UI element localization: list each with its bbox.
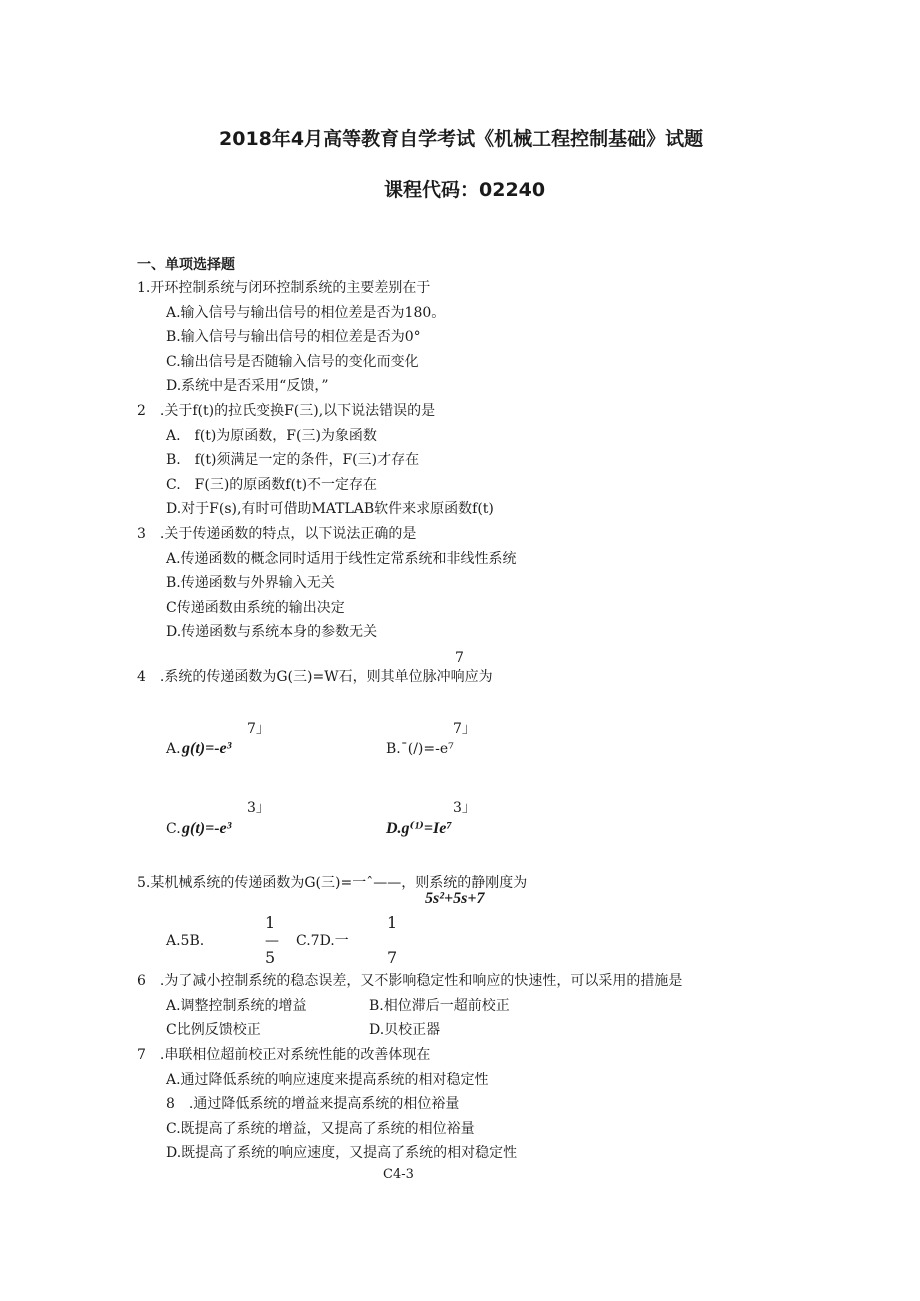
question-6-option-b: B.相位滞后一超前校正: [369, 998, 510, 1014]
question-3-option-c: C传递函数由系统的输出决定: [166, 600, 345, 616]
question-1-option-b: B.输入信号与输出信号的相位差是否为0°: [166, 329, 421, 345]
question-7-option-c: C.既提高了系统的增益，又提高了系统的相位裕量: [166, 1121, 475, 1137]
question-6-option-c: C比例反馈校正: [166, 1022, 261, 1038]
question-4-option-c-label: C.: [166, 821, 181, 837]
question-1-stem: 1.开环控制系统与闭环控制系统的主要差别在于: [137, 280, 431, 296]
question-4-option-a-label: A.: [166, 741, 181, 757]
question-6-option-a: A.调整控制系统的增益: [166, 998, 307, 1014]
question-4-option-c-exponent: 3」: [247, 800, 270, 816]
question-1-option-c: C.输出信号是否随输入信号的变化而变化: [166, 354, 419, 370]
question-4-option-b-exponent: 7」: [453, 721, 476, 737]
question-1-option-a: A.输入信号与输出信号的相位差是否为180。: [166, 305, 446, 321]
question-5-denominator-1: 5: [265, 948, 276, 967]
page-title: 2018年4月高等教育自学考试《机械工程控制基础》试题: [219, 128, 704, 150]
question-4-option-b: B.ˉ(/)=-e⁷: [386, 741, 454, 757]
question-4-option-c: g(t)=-e³: [182, 820, 232, 837]
question-7-option-a: A.通过降低系统的响应速度来提高系统的相对稳定性: [166, 1072, 489, 1088]
question-6-stem: 6 .为了减小控制系统的稳态误差，又不影响稳定性和响应的快速性，可以采用的措施是: [137, 973, 683, 989]
course-code: 课程代码：02240: [384, 179, 546, 201]
question-1-option-d: D.系统中是否采用“反馈，”: [166, 378, 329, 394]
question-5-options-ab: A.5B.: [166, 933, 205, 949]
question-7-option-b: 8 .通过降低系统的增益来提高系统的相位裕量: [166, 1096, 460, 1112]
question-5-numerator-2: 1: [387, 913, 398, 932]
question-3-option-a: A.传递函数的概念同时适用于线性定常系统和非线性系统: [166, 551, 517, 567]
question-4-option-a: g(t)=-e³: [182, 740, 232, 757]
question-2-option-a: A. f(t)为原函数，F(三)为象函数: [166, 428, 377, 444]
question-5-denominator: 5s²+5s+7: [425, 890, 485, 907]
question-4-superscript: 7: [455, 650, 464, 666]
question-7-option-d: D.既提高了系统的响应速度，又提高了系统的相对稳定性: [166, 1145, 518, 1161]
question-3-option-b: B.传递函数与外界输入无关: [166, 575, 335, 591]
section-heading: 一、单项选择题: [137, 257, 235, 273]
question-6-option-d: D.贝校正器: [369, 1022, 441, 1038]
question-4-stem: 4 .系统的传递函数为G(三)=W石，则其单位脉冲响应为: [137, 669, 493, 685]
question-4-option-d: D.g⁽¹⁾=Ie⁷: [386, 820, 452, 837]
question-3-stem: 3 .关于传递函数的特点，以下说法正确的是: [137, 526, 417, 542]
question-5-denominator-2: 7: [387, 948, 398, 967]
question-5-stem: 5.某机械系统的传递函数为G(三)=一ˆ——，则系统的静刚度为: [137, 875, 528, 891]
question-2-stem: 2 .关于f(t)的拉氏变换F(三),以下说法错误的是: [137, 403, 436, 419]
question-4-option-a-exponent: 7」: [247, 721, 270, 737]
question-2-option-b: B. f(t)须满足一定的条件，F(三)才存在: [166, 452, 420, 468]
question-4-option-d-exponent: 3」: [453, 800, 476, 816]
question-2-option-d: D.对于F(s),有时可借助MATLAB软件来求原函数f(t): [166, 501, 494, 517]
question-3-option-d: D.传递函数与系统本身的参数无关: [166, 624, 378, 640]
question-2-option-c: C. F(三)的原函数f(t)不一定存在: [166, 477, 378, 493]
question-5-options-cd: C.7D.一: [296, 933, 349, 949]
question-7-stem: 7 .串联相位超前校正对系统性能的改善体现在: [137, 1047, 431, 1063]
page-footer: C4-3: [383, 1167, 414, 1182]
question-5-fraction-line: —: [265, 933, 279, 949]
question-5-numerator-1: 1: [265, 913, 276, 932]
